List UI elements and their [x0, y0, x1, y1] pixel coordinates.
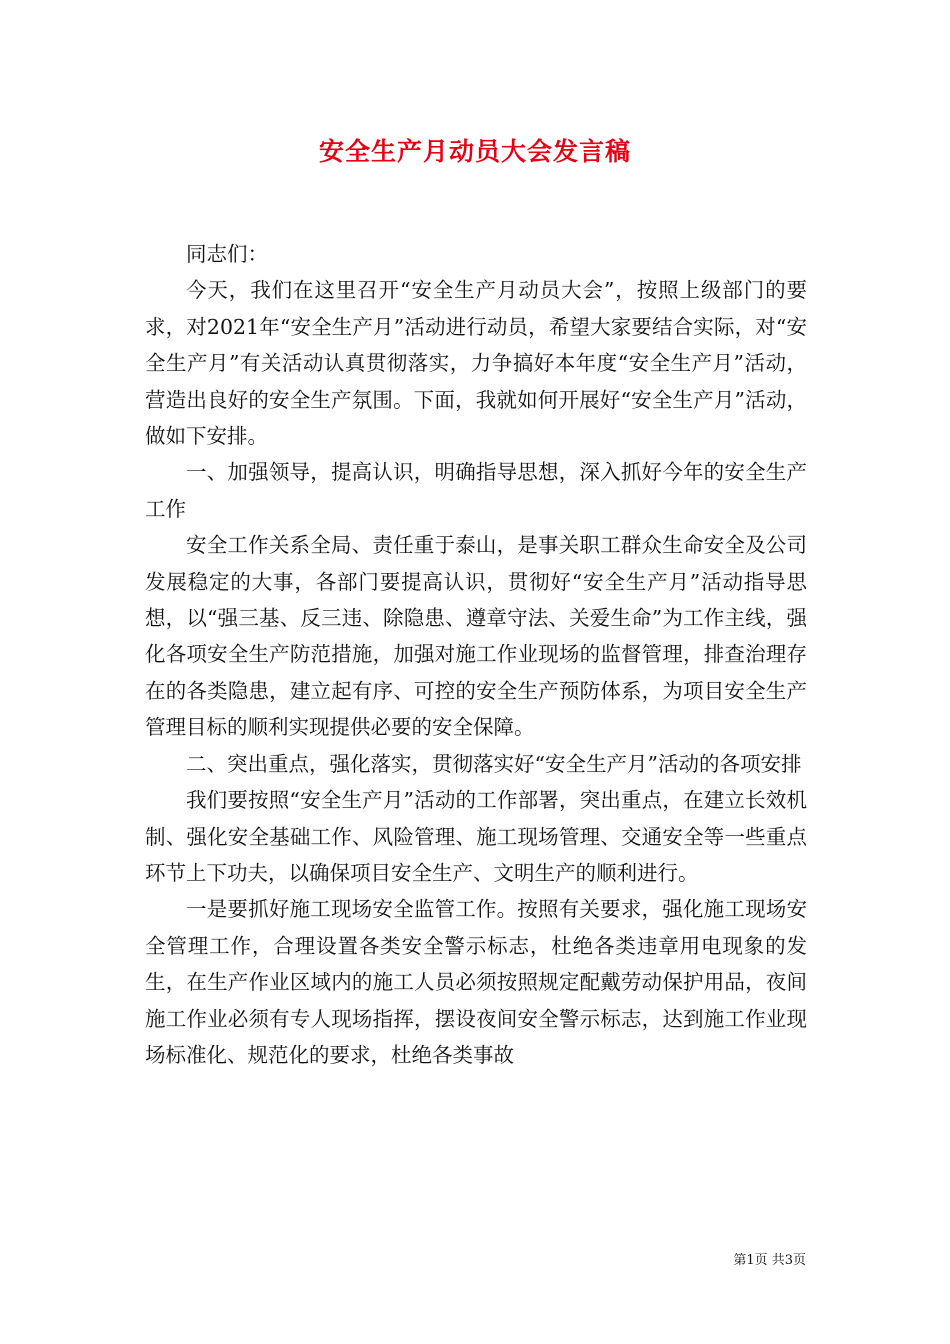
- page-number-footer: 第1页 共3页: [733, 1253, 806, 1268]
- section-heading-2: 二、突出重点，强化落实，贯彻落实好“安全生产月”活动的各项安排: [186, 751, 802, 776]
- section-heading-1: 一、加强领导，提高认识，明确指导思想，深入抓好今年的安全生产工作: [145, 460, 807, 521]
- body-paragraph: 安全工作关系全局、责任重于泰山，是事关职工群众生命安全及公司发展稳定的大事，各部门要提高认识，贯彻好“安全生产月”活动指导思想，以“强三基、反三违、除隐患、遵章守法、关爱生命”为工作主线，强化各项安全生产防范措施，加强对施工作业现场的监督管理，排查治理存在的各类隐患，建立起有序、可控的安全生产预防体系，为项目安全生产管理目标的顺利实现提供必要的安全保障。: [145, 533, 807, 740]
- body-paragraph: 一是要抓好施工现场安全监管工作。按照有关要求，强化施工现场安全管理工作，合理设置各类安全警示标志，杜绝各类违章用电现象的发生，在生产作业区域内的施工人员必须按照规定配戴劳动保护用品，夜间施工作业必须有专人现场指挥，摆设夜间安全警示标志，达到施工作业现场标准化、规范化的要求，杜绝各类事故: [145, 897, 807, 1067]
- salutation-paragraph: 同志们：: [186, 242, 268, 266]
- body-paragraph: 今天，我们在这里召开“安全生产月动员大会”，按照上级部门的要求，对2021年“安全生产月”活动进行动员，希望大家要结合实际，对“安全生产月”有关活动认真贯彻落实，力争搞好本年度“安全生产月”活动，营造出良好的安全生产氛围。下面，我就如何开展好“安全生产月”活动，做如下安排。: [145, 278, 807, 449]
- document-title: 安全生产月动员大会发言稿: [318, 137, 631, 166]
- body-paragraph: 我们要按照“安全生产月”活动的工作部署，突出重点，在建立长效机制、强化安全基础工作、风险管理、施工现场管理、交通安全等一些重点环节上下功夫，以确保项目安全生产、文明生产的顺利进行。: [145, 788, 807, 885]
- document-body: [145, 236, 807, 1073]
